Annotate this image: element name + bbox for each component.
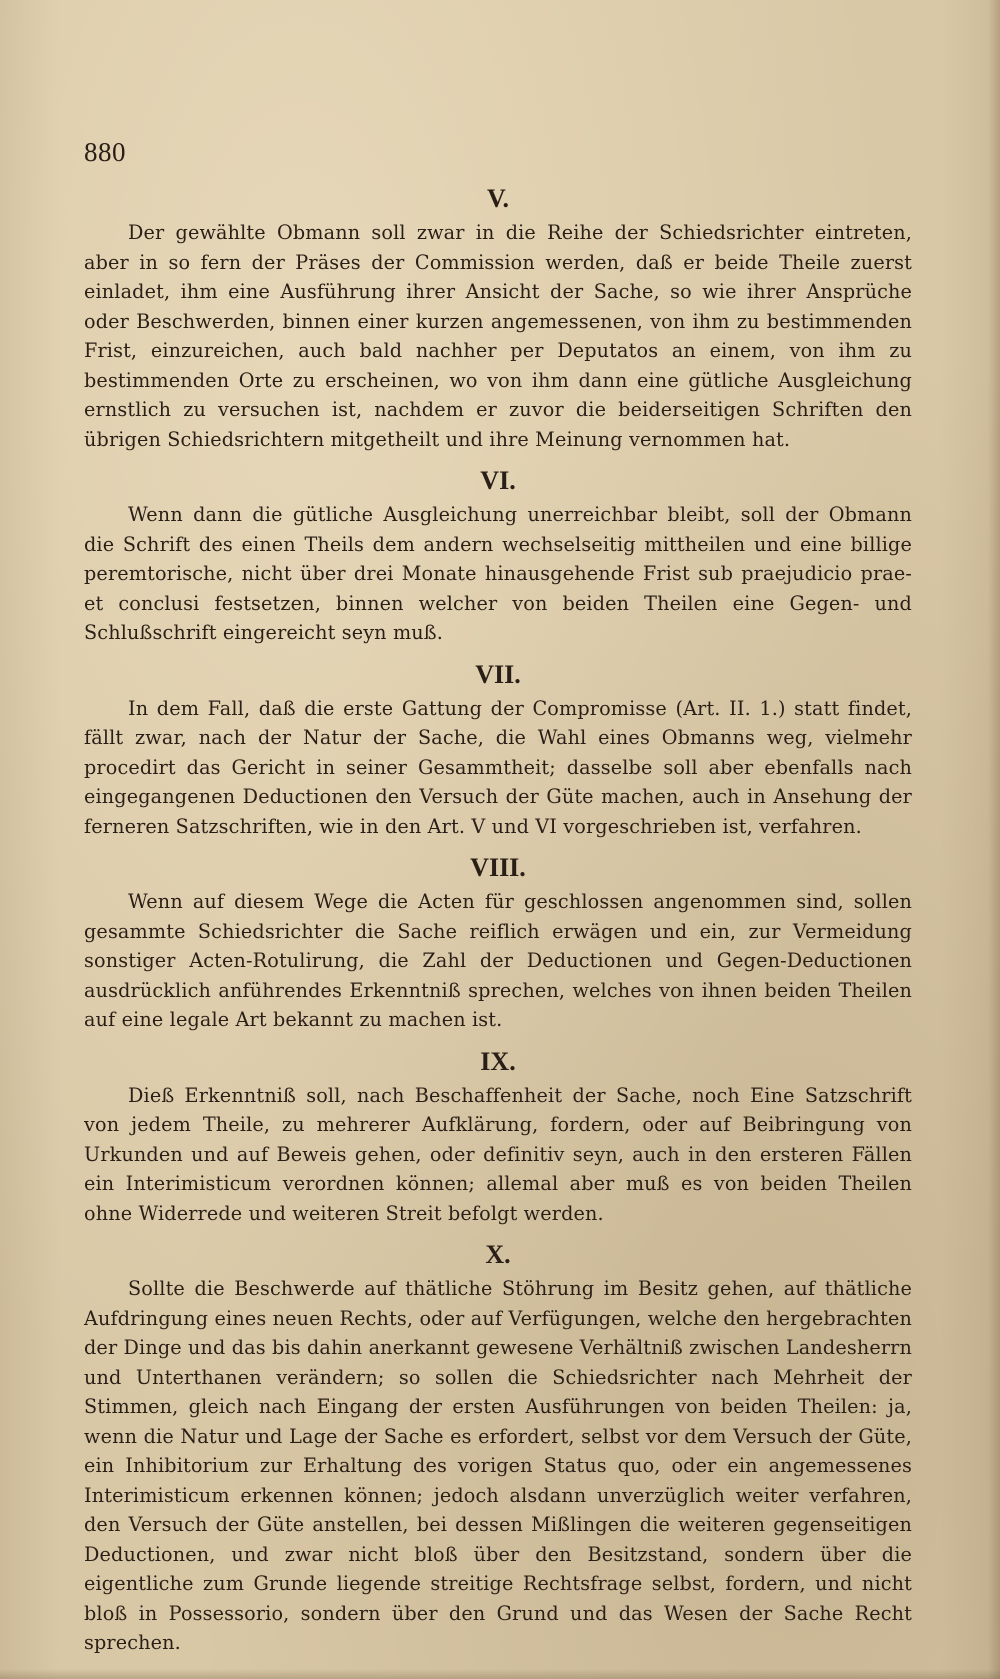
section-paragraph: Dieß Erkenntniß soll, nach Beschaffenheit der Sache, noch Eine Satzschrift von jedem Theile, zu mehrerer Aufklärung, fordern, oder auf Beibringung von Urkunden und auf Beweis gehen, oder definitiv seyn, auch in den ersteren Fällen ein Interimisticum verordnen können; allemal aber muß es von beiden Theilen ohne Widerrede und weiteren Streit befolgt werden.: [84, 1083, 912, 1225]
section-viii: [84, 849, 912, 1035]
section-vi: [84, 462, 912, 648]
section-vii: [84, 656, 912, 842]
section-paragraph: Sollte die Beschwerde auf thätliche Stöhrung im Besitz gehen, auf thätliche Aufdringung eines neuen Rechts, oder auf Verfügungen, welche den hergebrachten der Dinge und das bis dahin anerkannt gewesene Verhältniß zwischen Landesherrn und Unterthanen verändern; so sollen die Schiedsrichter nach Mehrheit der Stimmen, gleich nach Eingang der ersten Ausführungen von beiden Theilen: ja, wenn die Natur und Lage der Sache es erfordert, selbst vor dem Versuch der Güte, ein Inhibitorium zur Erhaltung des vorigen Status quo, oder ein angemessenes Interimisticum erkennen können; jedoch alsdann unverzüglich weiter verfahren, den Versuch der Güte anstellen, bei dessen Mißlingen die weiteren gegenseitigen Deductionen, und zwar nicht bloß über den Besitzstand, sondern über die eigentliche zum Grunde liegende streitige Rechtsfrage selbst, fordern, und nicht bloß in Possessorio, sondern über den Grund und das Wesen der Sache Recht sprechen.: [84, 1277, 912, 1654]
section-heading: VII.: [475, 659, 521, 689]
section-heading: X.: [485, 1240, 511, 1269]
page-bottom-shadow: [0, 1669, 1000, 1679]
section-paragraph: Der gewählte Obmann soll zwar in die Reihe der Schiedsrichter eintreten, aber in so fern der Präses der Commission werden, daß er beide Theile zuerst einladet, ihm eine Ausführung ihrer Ansicht der Sache, so wie ihrer Ansprüche oder Beschwerden, binnen einer kurzen angemessenen, von ihm zu bestimmenden Frist, einzureichen, auch bald nachher per Deputatos an einem, von ihm zu bestimmenden Orte zu erscheinen, wo von ihm dann eine gütliche Ausgleichung ernstlich zu versuchen ist, nachdem er zuvor die beiderseitigen Schriften den übrigen Schiedsrichtern mitgetheilt und ihre Meinung vernommen hat.: [84, 221, 912, 451]
page-number: 880: [84, 137, 126, 167]
section-v: [84, 180, 912, 454]
section-heading: V.: [487, 184, 509, 213]
section-heading: IX.: [480, 1046, 516, 1076]
section-paragraph: In dem Fall, daß die erste Gattung der Compromisse (Art. II. 1.) statt findet, fällt zwar, nach der Natur der Sache, die Wahl eines Obmanns weg, vielmehr procedirt das Gericht in seiner Gesammtheit; dasselbe soll aber ebenfalls nach eingegangenen Deductionen den Versuch der Güte machen, auch in Ansehung der ferneren Satzschriften, wie in den Art. V und VI vorgeschrieben ist, verfahren.: [84, 696, 912, 838]
page-edge-shadow: [988, 0, 1000, 1679]
section-heading: VIII.: [470, 853, 526, 882]
section-ix: [84, 1043, 912, 1229]
section-x: [84, 1236, 912, 1658]
section-paragraph: Wenn auf diesem Wege die Acten für geschlossen angenommen sind, sollen gesammte Schiedsrichter die Sache reiflich erwägen und ein, zur Vermeidung sonstiger Acten-Rotulirung, die Zahl der Deductionen und Gegen-Deductionen ausdrücklich anführendes Erkenntniß sprechen, welches von ihnen beiden Theilen auf eine legale Art bekannt zu machen ist.: [84, 890, 912, 1031]
section-paragraph: Wenn dann die gütliche Ausgleichung unerreichbar bleibt, soll der Obmann die Schrift des einen Theils dem andern wechselseitig mittheilen und eine billige peremtorische, nicht über drei Monate hinausgehende Frist sub praejudicio prae-et conclusi festsetzen, binnen welcher von beiden Theilen eine Gegen- und Schlußschrift eingereicht seyn muß.: [84, 503, 912, 644]
document-body: [84, 180, 912, 1666]
section-heading: VI.: [480, 466, 516, 495]
